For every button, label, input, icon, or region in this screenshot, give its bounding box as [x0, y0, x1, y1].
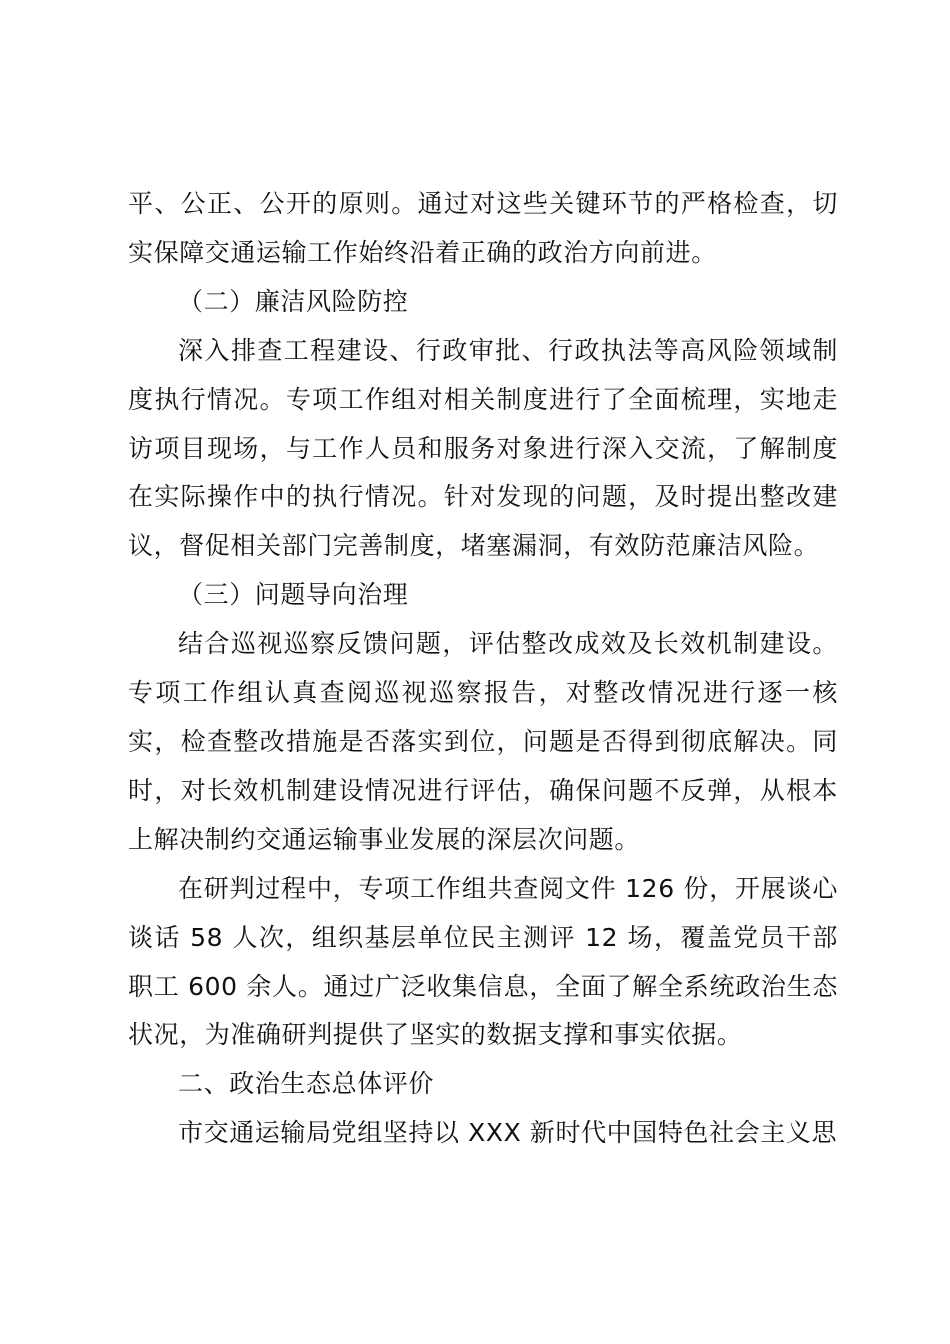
- paragraph-continuation: 平、公正、公开的原则。通过对这些关键环节的严格检查，切实保障交通运输工作始终沿着正确的政治方向前进。: [128, 189, 838, 267]
- section-heading-problem-oriented: （三）问题导向治理: [178, 580, 409, 610]
- paragraph-overall-evaluation: 市交通运输局党组坚持以 XXX 新时代中国特色社会主义思: [178, 1118, 838, 1148]
- paragraph-problem-oriented: 结合巡视巡察反馈问题，评估整改成效及长效机制建设。专项工作组认真查阅巡视巡察报告，对整改情况进行逐一核实，检查整改措施是否落实到位，问题是否得到彻底解决。同时，对长效机制建设情况进行评估，确保问题不反弹，从根本上解决制约交通运输事业发展的深层次问题。: [128, 629, 838, 854]
- document-body: [128, 180, 838, 1158]
- paragraph-research-summary: 在研判过程中，专项工作组共查阅文件 126 份，开展谈心谈话 58 人次，组织基层单位民主测评 12 场，覆盖党员干部职工 600 余人。通过广泛收集信息，全面了解全系统政治生态状况，为准确研判提供了坚实的数据支撑和事实依据。: [128, 873, 838, 1050]
- section-heading-anti-corruption-risk: （二）廉洁风险防控: [178, 286, 409, 316]
- paragraph-anti-corruption: 深入排查工程建设、行政审批、行政执法等高风险领域制度执行情况。专项工作组对相关制度进行了全面梳理，实地走访项目现场，与工作人员和服务对象进行深入交流，了解制度在实际操作中的执行情况。针对发现的问题，及时提出整改建议，督促相关部门完善制度，堵塞漏洞，有效防范廉洁风险。: [128, 335, 838, 561]
- section-heading-overall-evaluation: 二、政治生态总体评价: [178, 1069, 435, 1099]
